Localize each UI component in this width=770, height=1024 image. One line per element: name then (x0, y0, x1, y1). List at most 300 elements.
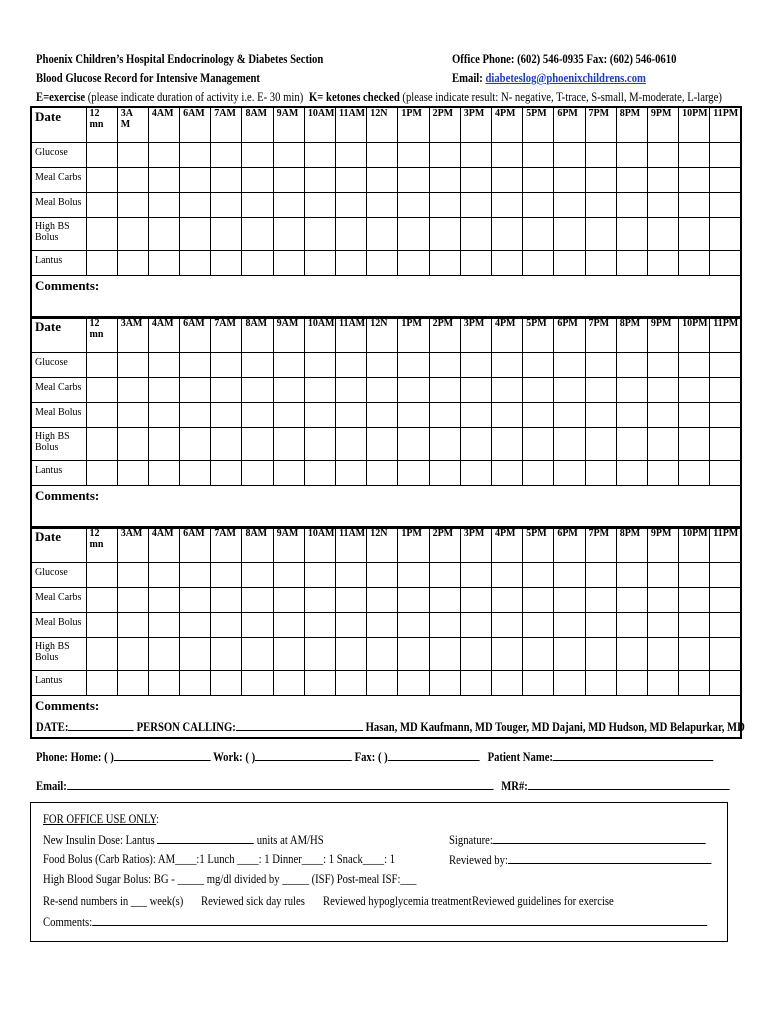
log-entry-cell[interactable] (117, 461, 148, 486)
log-entry-cell[interactable] (273, 353, 304, 378)
log-entry-cell[interactable] (491, 251, 522, 276)
reviewed-by-field[interactable] (508, 851, 711, 864)
log-entry-cell[interactable] (429, 193, 460, 218)
log-entry-cell[interactable] (554, 671, 585, 696)
log-entry-cell[interactable] (180, 613, 211, 638)
log-entry-cell[interactable] (398, 378, 429, 403)
log-entry-cell[interactable] (554, 143, 585, 168)
log-entry-cell[interactable] (616, 638, 647, 671)
log-entry-cell[interactable] (336, 588, 367, 613)
log-entry-cell[interactable] (460, 218, 491, 251)
log-entry-cell[interactable] (585, 638, 616, 671)
log-entry-cell[interactable] (367, 218, 398, 251)
log-entry-cell[interactable] (647, 563, 678, 588)
log-entry-cell[interactable] (304, 403, 335, 428)
log-entry-cell[interactable] (367, 588, 398, 613)
log-entry-cell[interactable] (180, 378, 211, 403)
log-entry-cell[interactable] (616, 563, 647, 588)
log-entry-cell[interactable] (211, 218, 242, 251)
office-comments-field[interactable] (92, 913, 707, 926)
log-entry-cell[interactable] (429, 403, 460, 428)
log-entry-cell[interactable] (117, 588, 148, 613)
log-entry-cell[interactable] (367, 378, 398, 403)
comments-field[interactable]: Comments: (31, 486, 741, 529)
log-entry-cell[interactable] (647, 461, 678, 486)
log-entry-cell[interactable] (616, 168, 647, 193)
log-entry-cell[interactable] (367, 428, 398, 461)
log-entry-cell[interactable] (304, 143, 335, 168)
log-entry-cell[interactable] (460, 168, 491, 193)
log-entry-cell[interactable] (523, 143, 554, 168)
date-field[interactable] (68, 718, 134, 731)
log-entry-cell[interactable] (679, 353, 710, 378)
log-entry-cell[interactable] (180, 218, 211, 251)
log-entry-cell[interactable] (585, 461, 616, 486)
log-entry-cell[interactable] (679, 588, 710, 613)
log-entry-cell[interactable] (242, 193, 273, 218)
log-entry-cell[interactable] (273, 403, 304, 428)
log-entry-cell[interactable] (460, 378, 491, 403)
person-calling-field[interactable] (236, 718, 363, 731)
log-entry-cell[interactable] (460, 353, 491, 378)
log-entry-cell[interactable] (367, 143, 398, 168)
log-entry-cell[interactable] (273, 428, 304, 461)
log-entry-cell[interactable] (460, 403, 491, 428)
log-entry-cell[interactable] (211, 638, 242, 671)
log-entry-cell[interactable] (304, 251, 335, 276)
log-entry-cell[interactable] (585, 403, 616, 428)
log-entry-cell[interactable] (491, 588, 522, 613)
log-entry-cell[interactable] (273, 378, 304, 403)
fax-field[interactable] (388, 748, 480, 761)
log-entry-cell[interactable] (117, 168, 148, 193)
log-entry-cell[interactable] (585, 563, 616, 588)
log-entry-cell[interactable] (460, 563, 491, 588)
log-entry-cell[interactable] (398, 613, 429, 638)
log-entry-cell[interactable] (491, 168, 522, 193)
log-entry-cell[interactable] (523, 403, 554, 428)
log-entry-cell[interactable] (336, 378, 367, 403)
log-entry-cell[interactable] (180, 671, 211, 696)
log-entry-cell[interactable] (336, 671, 367, 696)
log-entry-cell[interactable] (242, 638, 273, 671)
log-entry-cell[interactable] (679, 218, 710, 251)
log-entry-cell[interactable] (242, 251, 273, 276)
log-entry-cell[interactable] (148, 403, 179, 428)
log-entry-cell[interactable] (679, 143, 710, 168)
log-entry-cell[interactable] (211, 671, 242, 696)
log-entry-cell[interactable] (460, 671, 491, 696)
log-entry-cell[interactable] (304, 671, 335, 696)
log-entry-cell[interactable] (647, 638, 678, 671)
log-entry-cell[interactable] (398, 251, 429, 276)
log-entry-cell[interactable] (304, 353, 335, 378)
log-entry-cell[interactable] (429, 671, 460, 696)
mr-field[interactable] (528, 777, 730, 790)
log-entry-cell[interactable] (367, 613, 398, 638)
log-entry-cell[interactable] (86, 563, 117, 588)
log-entry-cell[interactable] (710, 638, 741, 671)
log-entry-cell[interactable] (554, 588, 585, 613)
log-entry-cell[interactable] (429, 563, 460, 588)
log-entry-cell[interactable] (585, 613, 616, 638)
log-entry-cell[interactable] (117, 218, 148, 251)
log-entry-cell[interactable] (180, 563, 211, 588)
log-entry-cell[interactable] (554, 378, 585, 403)
log-entry-cell[interactable] (86, 461, 117, 486)
log-entry-cell[interactable] (523, 588, 554, 613)
log-entry-cell[interactable] (429, 461, 460, 486)
log-entry-cell[interactable] (616, 143, 647, 168)
log-entry-cell[interactable] (523, 613, 554, 638)
email-link[interactable]: diabeteslog@phoenixchildrens.com (485, 70, 646, 85)
log-entry-cell[interactable] (460, 251, 491, 276)
log-entry-cell[interactable] (367, 403, 398, 428)
log-entry-cell[interactable] (429, 143, 460, 168)
log-entry-cell[interactable] (367, 251, 398, 276)
log-entry-cell[interactable] (710, 403, 741, 428)
log-entry-cell[interactable] (491, 638, 522, 671)
log-entry-cell[interactable] (491, 193, 522, 218)
log-entry-cell[interactable] (86, 428, 117, 461)
log-entry-cell[interactable] (710, 251, 741, 276)
log-entry-cell[interactable] (554, 193, 585, 218)
log-entry-cell[interactable] (117, 378, 148, 403)
log-entry-cell[interactable] (491, 378, 522, 403)
log-entry-cell[interactable] (523, 168, 554, 193)
insulin-dose-field[interactable] (157, 831, 254, 844)
log-entry-cell[interactable] (242, 143, 273, 168)
log-entry-cell[interactable] (211, 378, 242, 403)
log-entry-cell[interactable] (554, 613, 585, 638)
log-entry-cell[interactable] (398, 143, 429, 168)
log-entry-cell[interactable] (491, 461, 522, 486)
log-entry-cell[interactable] (242, 353, 273, 378)
log-entry-cell[interactable] (242, 613, 273, 638)
log-entry-cell[interactable] (460, 143, 491, 168)
log-entry-cell[interactable] (367, 563, 398, 588)
log-entry-cell[interactable] (273, 588, 304, 613)
log-entry-cell[interactable] (554, 353, 585, 378)
log-entry-cell[interactable] (367, 638, 398, 671)
log-entry-cell[interactable] (211, 353, 242, 378)
log-entry-cell[interactable] (679, 428, 710, 461)
log-entry-cell[interactable] (554, 638, 585, 671)
email-field[interactable] (67, 777, 493, 790)
log-entry-cell[interactable] (710, 353, 741, 378)
log-entry-cell[interactable] (304, 613, 335, 638)
log-entry-cell[interactable] (242, 588, 273, 613)
log-entry-cell[interactable] (616, 613, 647, 638)
log-entry-cell[interactable] (679, 403, 710, 428)
log-entry-cell[interactable] (148, 143, 179, 168)
log-entry-cell[interactable] (367, 461, 398, 486)
log-entry-cell[interactable] (304, 378, 335, 403)
log-entry-cell[interactable] (585, 218, 616, 251)
log-entry-cell[interactable] (429, 251, 460, 276)
log-entry-cell[interactable] (398, 671, 429, 696)
log-entry-cell[interactable] (647, 378, 678, 403)
log-entry-cell[interactable] (86, 251, 117, 276)
log-entry-cell[interactable] (273, 251, 304, 276)
log-entry-cell[interactable] (679, 251, 710, 276)
log-entry-cell[interactable] (367, 671, 398, 696)
log-entry-cell[interactable] (117, 353, 148, 378)
log-entry-cell[interactable] (585, 168, 616, 193)
log-entry-cell[interactable] (336, 193, 367, 218)
log-entry-cell[interactable] (86, 588, 117, 613)
log-entry-cell[interactable] (710, 193, 741, 218)
log-entry-cell[interactable] (585, 193, 616, 218)
log-entry-cell[interactable] (491, 613, 522, 638)
log-entry-cell[interactable] (585, 353, 616, 378)
log-entry-cell[interactable] (710, 671, 741, 696)
log-entry-cell[interactable] (585, 428, 616, 461)
log-entry-cell[interactable] (367, 168, 398, 193)
log-entry-cell[interactable] (211, 563, 242, 588)
log-entry-cell[interactable] (710, 428, 741, 461)
log-entry-cell[interactable] (491, 218, 522, 251)
log-entry-cell[interactable] (117, 251, 148, 276)
log-entry-cell[interactable] (336, 428, 367, 461)
log-entry-cell[interactable] (336, 168, 367, 193)
log-entry-cell[interactable] (117, 143, 148, 168)
log-entry-cell[interactable] (242, 461, 273, 486)
log-entry-cell[interactable] (554, 461, 585, 486)
log-entry-cell[interactable] (460, 638, 491, 671)
log-entry-cell[interactable] (398, 588, 429, 613)
log-entry-cell[interactable] (211, 428, 242, 461)
log-entry-cell[interactable] (242, 563, 273, 588)
log-entry-cell[interactable] (86, 353, 117, 378)
log-entry-cell[interactable] (336, 218, 367, 251)
log-entry-cell[interactable] (336, 403, 367, 428)
log-entry-cell[interactable] (148, 193, 179, 218)
log-entry-cell[interactable] (180, 461, 211, 486)
log-entry-cell[interactable] (398, 353, 429, 378)
log-entry-cell[interactable] (148, 378, 179, 403)
log-entry-cell[interactable] (491, 563, 522, 588)
log-entry-cell[interactable] (647, 168, 678, 193)
log-entry-cell[interactable] (398, 428, 429, 461)
log-entry-cell[interactable] (117, 428, 148, 461)
log-entry-cell[interactable] (679, 671, 710, 696)
log-entry-cell[interactable] (148, 613, 179, 638)
work-phone-field[interactable] (255, 748, 352, 761)
log-entry-cell[interactable] (86, 193, 117, 218)
log-entry-cell[interactable] (710, 613, 741, 638)
log-entry-cell[interactable] (180, 353, 211, 378)
log-entry-cell[interactable] (336, 461, 367, 486)
log-entry-cell[interactable] (523, 251, 554, 276)
log-entry-cell[interactable] (304, 563, 335, 588)
log-entry-cell[interactable] (180, 143, 211, 168)
log-entry-cell[interactable] (180, 403, 211, 428)
log-entry-cell[interactable] (242, 218, 273, 251)
comments-field[interactable]: Comments: (31, 276, 741, 319)
signature-field[interactable] (493, 831, 706, 844)
log-entry-cell[interactable] (429, 588, 460, 613)
log-entry-cell[interactable] (679, 563, 710, 588)
log-entry-cell[interactable] (679, 378, 710, 403)
log-entry-cell[interactable] (336, 353, 367, 378)
log-entry-cell[interactable] (336, 143, 367, 168)
log-entry-cell[interactable] (523, 671, 554, 696)
log-entry-cell[interactable] (647, 193, 678, 218)
log-entry-cell[interactable] (86, 613, 117, 638)
log-entry-cell[interactable] (304, 168, 335, 193)
log-entry-cell[interactable] (273, 143, 304, 168)
log-entry-cell[interactable] (148, 251, 179, 276)
log-entry-cell[interactable] (523, 638, 554, 671)
log-entry-cell[interactable] (710, 461, 741, 486)
log-entry-cell[interactable] (336, 613, 367, 638)
log-entry-cell[interactable] (585, 588, 616, 613)
phone-home-field[interactable] (114, 748, 211, 761)
log-entry-cell[interactable] (616, 428, 647, 461)
log-entry-cell[interactable] (710, 588, 741, 613)
log-entry-cell[interactable] (429, 378, 460, 403)
log-entry-cell[interactable] (647, 428, 678, 461)
log-entry-cell[interactable] (616, 353, 647, 378)
log-entry-cell[interactable] (180, 168, 211, 193)
log-entry-cell[interactable] (429, 613, 460, 638)
log-entry-cell[interactable] (491, 671, 522, 696)
log-entry-cell[interactable] (242, 428, 273, 461)
log-entry-cell[interactable] (273, 168, 304, 193)
log-entry-cell[interactable] (523, 218, 554, 251)
log-entry-cell[interactable] (460, 588, 491, 613)
log-entry-cell[interactable] (304, 588, 335, 613)
log-entry-cell[interactable] (523, 563, 554, 588)
log-entry-cell[interactable] (523, 428, 554, 461)
log-entry-cell[interactable] (710, 378, 741, 403)
log-entry-cell[interactable] (117, 671, 148, 696)
log-entry-cell[interactable] (616, 378, 647, 403)
log-entry-cell[interactable] (398, 638, 429, 671)
log-entry-cell[interactable] (647, 403, 678, 428)
log-entry-cell[interactable] (273, 563, 304, 588)
log-entry-cell[interactable] (679, 613, 710, 638)
log-entry-cell[interactable] (273, 218, 304, 251)
log-entry-cell[interactable] (647, 353, 678, 378)
log-entry-cell[interactable] (554, 403, 585, 428)
log-entry-cell[interactable] (148, 671, 179, 696)
log-entry-cell[interactable] (336, 638, 367, 671)
log-entry-cell[interactable] (211, 251, 242, 276)
log-entry-cell[interactable] (491, 353, 522, 378)
log-entry-cell[interactable] (679, 168, 710, 193)
log-entry-cell[interactable] (273, 461, 304, 486)
log-entry-cell[interactable] (679, 461, 710, 486)
log-entry-cell[interactable] (86, 218, 117, 251)
log-entry-cell[interactable] (304, 428, 335, 461)
log-entry-cell[interactable] (460, 461, 491, 486)
log-entry-cell[interactable] (273, 671, 304, 696)
log-entry-cell[interactable] (398, 563, 429, 588)
log-entry-cell[interactable] (429, 428, 460, 461)
log-entry-cell[interactable] (180, 428, 211, 461)
log-entry-cell[interactable] (211, 461, 242, 486)
log-entry-cell[interactable] (679, 193, 710, 218)
log-entry-cell[interactable] (460, 193, 491, 218)
log-entry-cell[interactable] (148, 168, 179, 193)
log-entry-cell[interactable] (554, 251, 585, 276)
log-entry-cell[interactable] (585, 378, 616, 403)
log-entry-cell[interactable] (710, 218, 741, 251)
log-entry-cell[interactable] (491, 428, 522, 461)
log-entry-cell[interactable] (304, 218, 335, 251)
log-entry-cell[interactable] (86, 671, 117, 696)
log-entry-cell[interactable] (647, 588, 678, 613)
log-entry-cell[interactable] (367, 353, 398, 378)
log-entry-cell[interactable] (616, 403, 647, 428)
log-entry-cell[interactable] (460, 428, 491, 461)
log-entry-cell[interactable] (86, 403, 117, 428)
log-entry-cell[interactable] (180, 193, 211, 218)
log-entry-cell[interactable] (117, 563, 148, 588)
log-entry-cell[interactable] (554, 563, 585, 588)
log-entry-cell[interactable] (148, 461, 179, 486)
log-entry-cell[interactable] (242, 403, 273, 428)
log-entry-cell[interactable] (429, 168, 460, 193)
log-entry-cell[interactable] (523, 378, 554, 403)
log-entry-cell[interactable] (117, 638, 148, 671)
log-entry-cell[interactable] (616, 193, 647, 218)
log-entry-cell[interactable] (211, 613, 242, 638)
log-entry-cell[interactable] (491, 143, 522, 168)
log-entry-cell[interactable] (273, 613, 304, 638)
log-entry-cell[interactable] (647, 143, 678, 168)
log-entry-cell[interactable] (554, 168, 585, 193)
log-entry-cell[interactable] (273, 638, 304, 671)
log-entry-cell[interactable] (242, 378, 273, 403)
log-entry-cell[interactable] (148, 353, 179, 378)
log-entry-cell[interactable] (180, 251, 211, 276)
log-entry-cell[interactable] (523, 193, 554, 218)
log-entry-cell[interactable] (211, 143, 242, 168)
log-entry-cell[interactable] (616, 588, 647, 613)
log-entry-cell[interactable] (616, 461, 647, 486)
log-entry-cell[interactable] (491, 403, 522, 428)
log-entry-cell[interactable] (304, 461, 335, 486)
log-entry-cell[interactable] (616, 251, 647, 276)
log-entry-cell[interactable] (148, 563, 179, 588)
log-entry-cell[interactable] (211, 168, 242, 193)
log-entry-cell[interactable] (585, 671, 616, 696)
log-entry-cell[interactable] (180, 588, 211, 613)
log-entry-cell[interactable] (523, 353, 554, 378)
log-entry-cell[interactable] (429, 218, 460, 251)
log-entry-cell[interactable] (398, 403, 429, 428)
log-entry-cell[interactable] (710, 168, 741, 193)
log-entry-cell[interactable] (336, 251, 367, 276)
log-entry-cell[interactable] (117, 403, 148, 428)
log-entry-cell[interactable] (304, 193, 335, 218)
log-entry-cell[interactable] (523, 461, 554, 486)
log-entry-cell[interactable] (429, 638, 460, 671)
log-entry-cell[interactable] (148, 218, 179, 251)
log-entry-cell[interactable] (429, 353, 460, 378)
log-entry-cell[interactable] (585, 251, 616, 276)
log-entry-cell[interactable] (148, 638, 179, 671)
log-entry-cell[interactable] (86, 143, 117, 168)
log-entry-cell[interactable] (710, 563, 741, 588)
log-entry-cell[interactable] (211, 403, 242, 428)
log-entry-cell[interactable] (616, 218, 647, 251)
log-entry-cell[interactable] (647, 613, 678, 638)
log-entry-cell[interactable] (554, 218, 585, 251)
